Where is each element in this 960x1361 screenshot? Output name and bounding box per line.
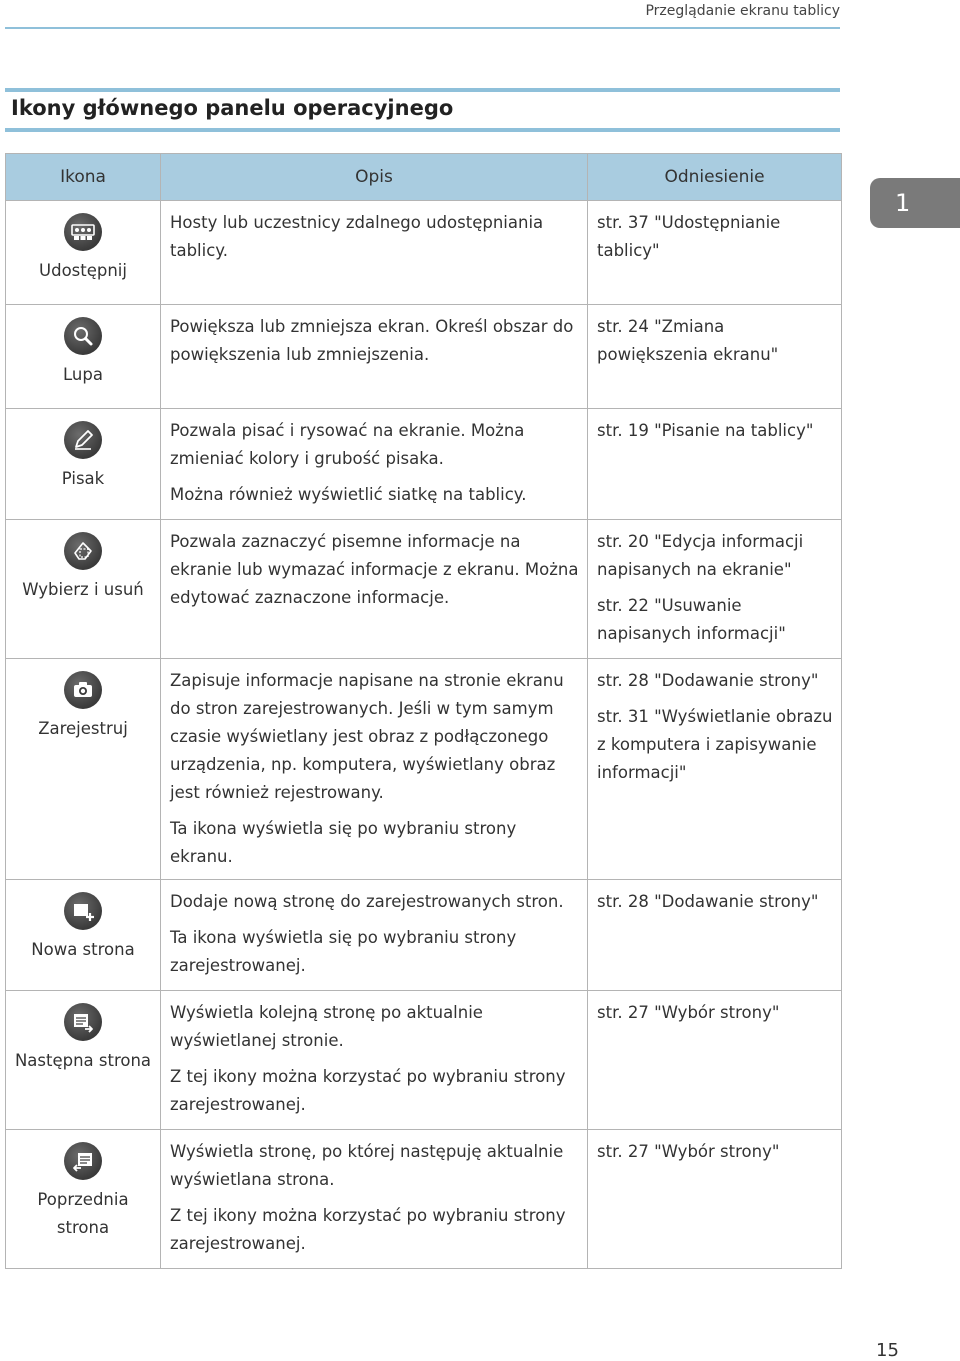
page-number: 15 (876, 1340, 899, 1361)
description-text: Wyświetla kolejną stronę po aktualnie wyświetlanej stronie. (170, 1003, 483, 1050)
icon-cell (6, 1130, 161, 1269)
reference-cell (588, 991, 842, 1130)
description-text: Można również wyświetlić siatkę na tablicy. (170, 485, 527, 504)
table-row (6, 305, 842, 409)
select-erase-icon (64, 532, 102, 570)
description-cell (161, 880, 588, 991)
reference-cell (588, 1130, 842, 1269)
section-title-bar (5, 88, 840, 132)
description-text: Zapisuje informacje napisane na stronie ekranu do stron zarejestrowanych. Jeśli w tym samym czasie wyświetlany jest obraz z podłączonego urządzenia, np. komputera, wyświetlany obraz jest również rejestrowany. (170, 671, 564, 802)
next-page-icon (64, 1003, 102, 1041)
reference-cell (588, 305, 842, 409)
description-text: Ta ikona wyświetla się po wybraniu strony zarejestrowanej. (170, 928, 517, 975)
icon-cell (6, 520, 161, 659)
description-text: Powiększa lub zmniejsza ekran. Określ obszar do powiększenia lub zmniejszenia. (170, 317, 574, 364)
description-text: Z tej ikony można korzystać po wybraniu strony zarejestrowanej. (170, 1067, 566, 1114)
description-text: Ta ikona wyświetla się po wybraniu strony ekranu. (170, 819, 517, 866)
description-text: Dodaje nową stronę do zarejestrowanych stron. (170, 892, 564, 911)
icon-cell (6, 409, 161, 520)
icon-name: Wybierz i usuń (22, 580, 144, 599)
description-cell (161, 991, 588, 1130)
icon-cell (6, 880, 161, 991)
icon-cell (6, 305, 161, 409)
reference-text: str. 27 "Wybór strony" (597, 1142, 780, 1161)
reference-text: str. 19 "Pisanie na tablicy" (597, 421, 814, 440)
header-reference: Odniesienie (588, 154, 842, 201)
table-header-row (6, 154, 842, 201)
icon-cell (6, 201, 161, 305)
reference-text: str. 22 "Usuwanie napisanych informacji" (597, 596, 786, 643)
table-row (6, 201, 842, 305)
reference-cell (588, 409, 842, 520)
reference-text: str. 20 "Edycja informacji napisanych na ekranie" (597, 532, 804, 579)
icon-name: Zarejestruj (38, 719, 128, 738)
share-icon (64, 213, 102, 251)
icon-name: Lupa (63, 365, 103, 384)
description-text: Pozwala pisać i rysować na ekranie. Można zmieniać kolory i grubość pisaka. (170, 421, 525, 468)
new-page-icon (64, 892, 102, 930)
icon-name: Udostępnij (39, 261, 127, 280)
table-row (6, 1130, 842, 1269)
reference-cell (588, 520, 842, 659)
header-icon: Ikona (6, 154, 161, 201)
reference-cell (588, 880, 842, 991)
reference-text: str. 31 "Wyświetlanie obrazu z komputera i zapisywanie informacji" (597, 707, 833, 782)
reference-cell (588, 201, 842, 305)
reference-text: str. 27 "Wybór strony" (597, 1003, 780, 1022)
description-text: Hosty lub uczestnicy zdalnego udostępniania tablicy. (170, 213, 544, 260)
icon-name: Poprzednia strona (37, 1190, 129, 1237)
reference-cell (588, 659, 842, 880)
magnifier-icon (64, 317, 102, 355)
icon-table (5, 153, 842, 1269)
header-description: Opis (161, 154, 588, 201)
camera-icon (64, 671, 102, 709)
icon-name: Nowa strona (31, 940, 135, 959)
previous-page-icon (64, 1142, 102, 1180)
icon-name: Pisak (61, 469, 105, 488)
chapter-tab: 1 (870, 178, 960, 228)
table-row (6, 409, 842, 520)
table-row (6, 520, 842, 659)
description-text: Pozwala zaznaczyć pisemne informacje na ekranie lub wymazać informacje z ekranu. Można edytować zaznaczone informacje. (170, 532, 579, 607)
icon-cell (6, 991, 161, 1130)
description-cell (161, 201, 588, 305)
description-text: Z tej ikony można korzystać po wybraniu strony zarejestrowanej. (170, 1206, 566, 1253)
pen-icon (64, 421, 102, 459)
table-row (6, 659, 842, 880)
reference-text: str. 28 "Dodawanie strony" (597, 671, 819, 690)
description-cell (161, 1130, 588, 1269)
description-cell (161, 305, 588, 409)
reference-text: str. 37 "Udostępnianie tablicy" (597, 213, 781, 260)
description-cell (161, 409, 588, 520)
description-cell (161, 659, 588, 880)
table-row (6, 880, 842, 991)
running-head: Przeglądanie ekranu tablicy (5, 0, 840, 29)
reference-text: str. 24 "Zmiana powiększenia ekranu" (597, 317, 779, 364)
description-text: Wyświetla stronę, po której następuję aktualnie wyświetlana strona. (170, 1142, 564, 1189)
description-cell (161, 520, 588, 659)
icon-cell (6, 659, 161, 880)
section-title: Ikony głównego panelu operacyjnego (11, 96, 454, 120)
reference-text: str. 28 "Dodawanie strony" (597, 892, 819, 911)
icon-name: Następna strona (14, 1051, 152, 1070)
table-row (6, 991, 842, 1130)
